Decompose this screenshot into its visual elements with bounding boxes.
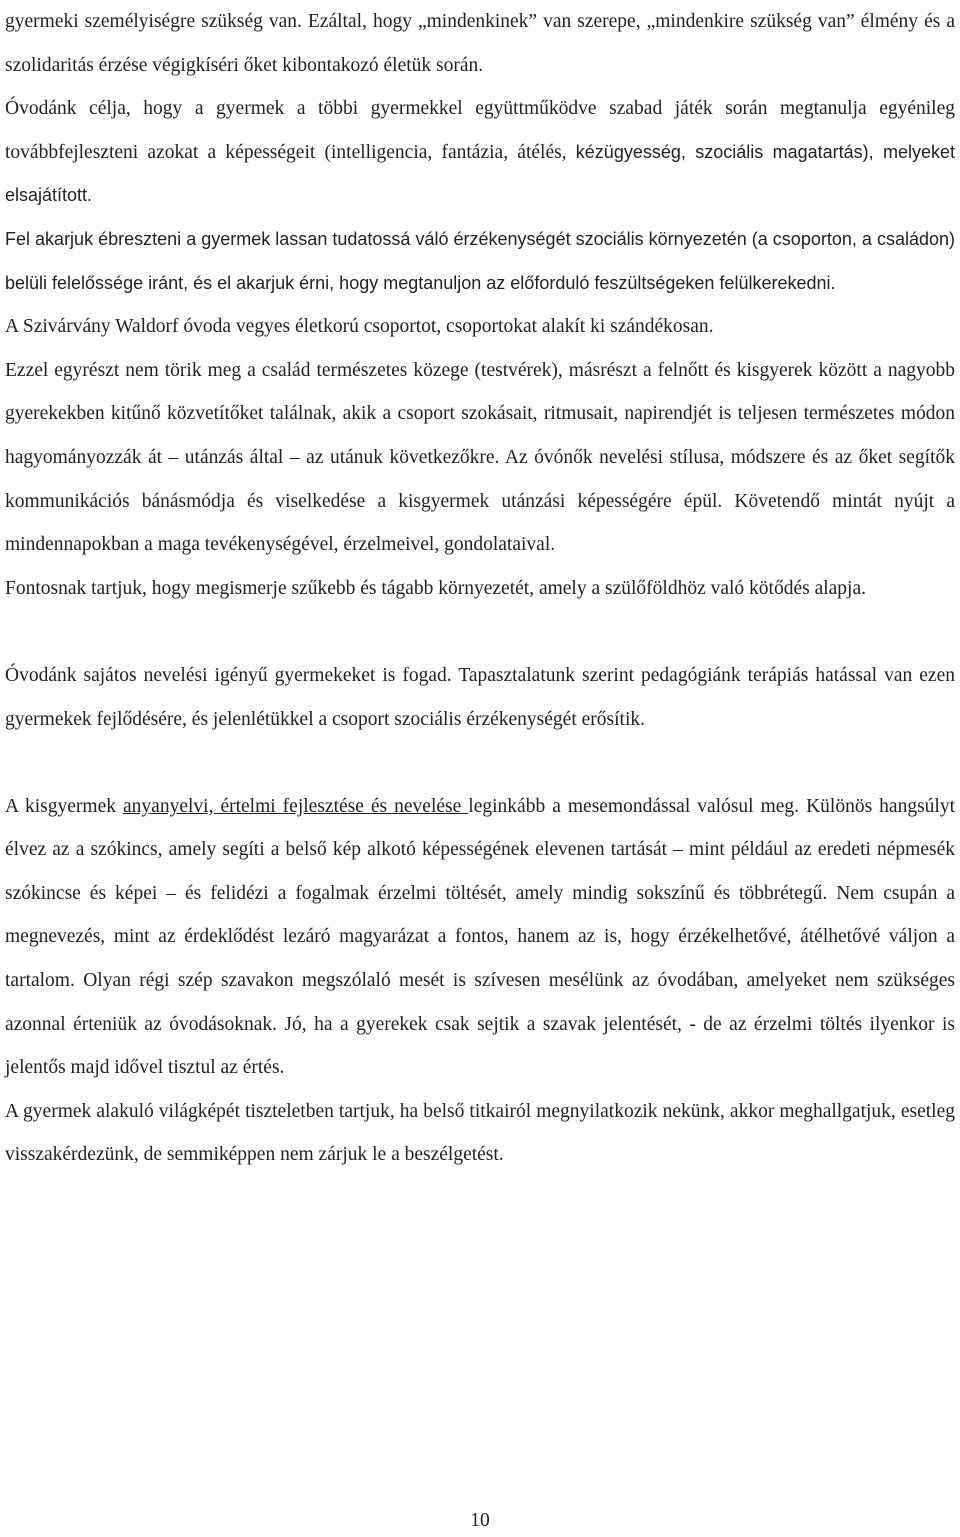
paragraph-8-rest: leginkább a mesemondással valósul meg. Különös hangsúlyt élvez az a szókincs, amely segíti a belső kép alkotó képességének elevenen tartását – mint például az eredeti népmesék szókincse és képei – és felidézi a fogalmak érzelmi töltését, amely mindig sokszínű és többrétegű. Nem csupán a megnevezés, mint az érdeklődést lezáró magyarázat a fontos, hanem az is, hogy érzékelhetővé, átélhetővé váljon a tartalom. Olyan régi szép szavakon megszólaló mesét is szívesen mesélünk az óvodában, amelyeket nem szükséges azonnal érteniük az óvodásoknak. Jó, ha a gyerekek csak sejtik a szavak jelentését, - de az érzelmi töltés ilyenkor is jelentős majd idővel tisztul az értés.: [5, 795, 955, 1079]
paragraph-7: Óvodánk sajátos nevelési igényű gyermekeket is fogad. Tapasztalatunk szerint pedagógiánk terápiás hatással van ezen gyermekek fejlődésére, és jelenlétükkel a csoport szociális érzékenységét erősítik.: [5, 664, 955, 730]
page-number: 10: [470, 1510, 490, 1531]
paragraph-8-underlined: anyanyelvi, értelmi fejlesztése és nevelése: [123, 795, 469, 817]
paragraph-8-lead: A kisgyermek: [5, 795, 124, 817]
paragraph-5: Ezzel egyrészt nem törik meg a család természetes közege (testvérek), másrészt a felnőtt és kisgyerek között a nagyobb gyerekekben kitűnő közvetítőket találnak, akik a csoport szokásait, ritmusait, napirendjét is teljesen természetes módon hagyományozzák át – utánzás által – az utánuk következőkre. Az óvónők nevelési stílusa, módszere és az őket segítők kommunikációs bánásmódja és viselkedése a kisgyermek utánzási képességére épül. Követendő mintát nyújt a mindennapokban a maga tevékenységével, érzelmeivel, gondolataival.: [5, 359, 955, 556]
document-page: [5, 0, 955, 1177]
paragraph-6: Fontosnak tartjuk, hogy megismerje szűkebb és tágabb környezetét, amely a szülőföldhöz való kötődés alapja.: [5, 577, 867, 599]
paragraph-2-part-a: Óvodánk célja, hogy a gyermek a többi gyermekkel együttműködve szabad játék során megtanulja egyénileg továbbfejleszteni azokat a képességeit (intelligencia, fantázia, átélés,: [5, 98, 955, 163]
paragraph-1: gyermeki személyiségre szükség van. Ezáltal, hogy „mindenkinek” van szerepe, „mindenkire szükség van” élmény és a szolidaritás érzése végigkíséri őket kibontakozó életük során.: [5, 11, 955, 76]
paragraph-3: Fel akarjuk ébreszteni a gyermek lassan tudatossá váló érzékenységét szociális környezetén (a csoporton, a családon) belüli felelőssége iránt, és el akarjuk érni, hogy megtanuljon az előforduló feszültségeken felülkerekedni.: [5, 228, 955, 293]
paragraph-8: [5, 785, 955, 1090]
paragraph-9: A gyermek alakuló világképét tiszteletben tartjuk, ha belső titkairól megnyilatkozik nekünk, akkor meghallgatjuk, esetleg visszakérdezünk, de semmiképpen nem zárjuk le a beszélgetést.: [5, 1100, 955, 1166]
paragraph-4: A Szivárvány Waldorf óvoda vegyes életkorú csoportot, csoportokat alakít ki szándékosan.: [5, 316, 714, 338]
paragraph-2-part-b: kézügyesség, szociális magatartás), melyeket elsajátított.: [5, 141, 956, 206]
blank-line: [5, 610, 955, 654]
paragraph-2: [5, 87, 955, 218]
blank-line: [5, 741, 955, 785]
